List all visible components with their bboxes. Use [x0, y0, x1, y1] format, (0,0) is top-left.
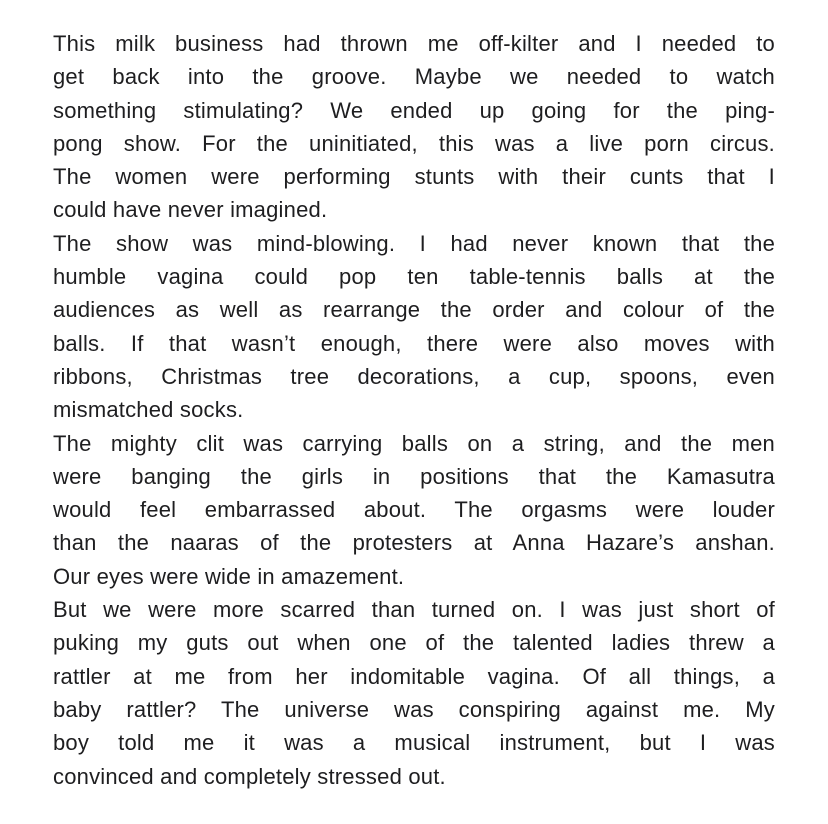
text-line: humble vagina could pop ten table-tennis balls at the [53, 264, 775, 290]
paragraph-4 [53, 593, 775, 793]
text-line: would feel embarrassed about. The orgasms were louder [53, 497, 775, 523]
text-line: than the naaras of the protesters at Anna Hazare’s anshan. [53, 530, 775, 556]
text-line: ribbons, Christmas tree decorations, a cup, spoons, even [53, 363, 775, 389]
text-line: baby rattler? The universe was conspiring against me. My [53, 696, 775, 722]
text-line: audiences as well as rearrange the order and colour of the [53, 297, 775, 323]
text-line: puking my guts out when one of the talented ladies threw a [53, 630, 775, 656]
text-line: rattler at me from her indomitable vagina. Of all things, a [53, 663, 775, 689]
text-line: balls. If that wasn’t enough, there were also moves with [53, 330, 775, 356]
text-line: could have never imagined. [53, 197, 328, 223]
text-line: mismatched socks. [53, 397, 244, 423]
text-line: This milk business had thrown me off-kilter and I needed to [53, 31, 775, 56]
text-line: The show was mind-blowing. I had never known that the [53, 230, 775, 256]
text-line: convinced and completely stressed out. [53, 763, 446, 789]
text-line: The mighty clit was carrying balls on a string, and the men [53, 430, 775, 456]
text-line: were banging the girls in positions that the Kamasutra [53, 463, 775, 489]
text-line: But we were more scarred than turned on. I was just short of [53, 597, 775, 623]
text-line: get back into the groove. Maybe we needed to watch [53, 64, 775, 90]
text-line: boy told me it was a musical instrument, but I was [53, 730, 775, 756]
text-line: pong show. For the uninitiated, this was a live porn circus. [53, 130, 775, 156]
text-line: Our eyes were wide in amazement. [53, 563, 405, 589]
text-line: something stimulating? We ended up going for the ping- [53, 97, 775, 123]
paragraph-2 [53, 227, 775, 427]
paragraph-3 [53, 427, 775, 593]
text-line: The women were performing stunts with their cunts that I [53, 164, 775, 190]
text-block [53, 27, 775, 793]
paragraph-1 [53, 27, 775, 227]
